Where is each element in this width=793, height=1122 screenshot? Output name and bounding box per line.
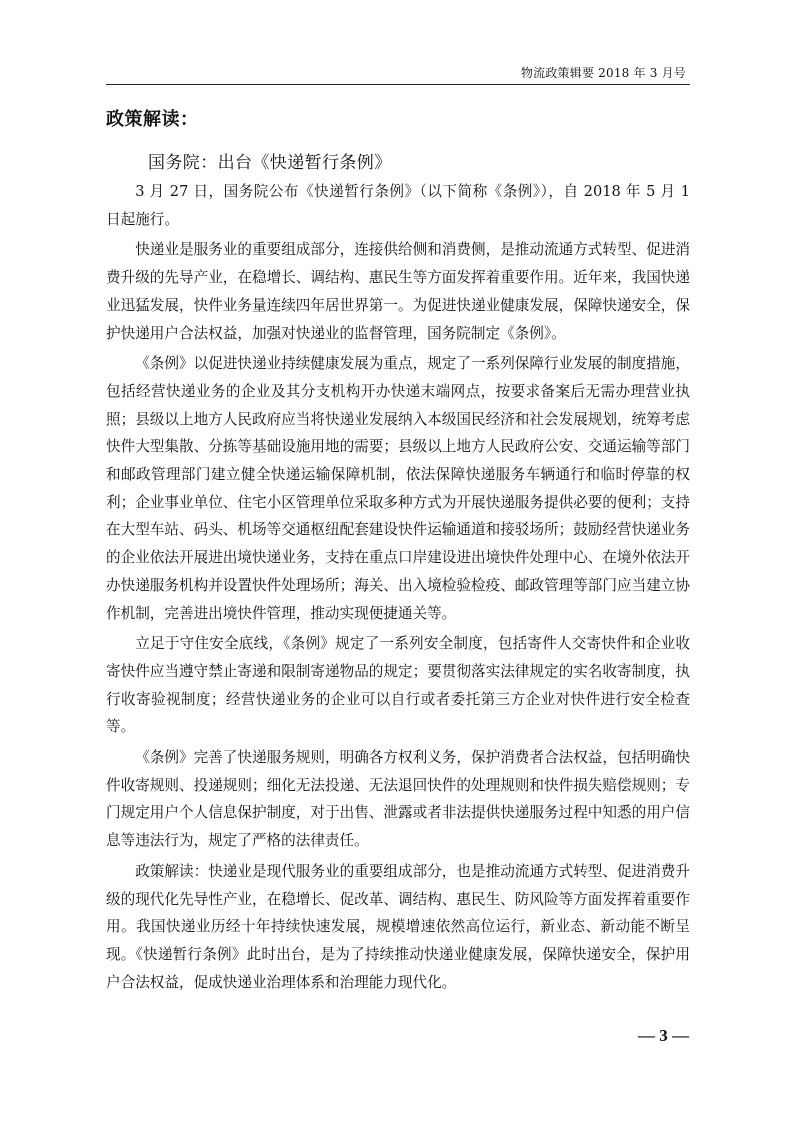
section-title: 政策解读：	[106, 109, 199, 130]
paragraph-5: 《条例》完善了快递服务规则，明确各方权利义务，保护消费者合法权益，包括明确快件收寄规则、投递规则；细化无法投递、无法退回快件的处理规则和快件损失赔偿规则；专门规定用户个人信息保护制度，对于出售、泄露或者非法提供快递服务过程中知悉的用户信息等违法行为，规定了严格的法律责任。	[106, 749, 690, 850]
paragraph-3: 《条例》以促进快递业持续健康发展为重点，规定了一系列保障行业发展的制度措施，包括经营快递业务的企业及其分支机构开办快递末端网点，按要求备案后无需办理营业执照；县级以上地方人民政府应当将快递业发展纳入本级国民经济和社会发展规划，统筹考虑快件大型集散、分拣等基础设施用地的需要；县级以上地方人民政府公安、交通运输等部门和邮政管理部门建立健全快递运输保障机制，依法保障快递服务车辆通行和临时停靠的权利；企业事业单位、住宅小区管理单位采取多种方式为开展快递服务提供必要的便利；支持在大型车站、码头、机场等交通枢纽配套建设快件运输通道和接驳场所；鼓励经营快递业务的企业依法开展进出境快递业务，支持在重点口岸建设进出境快件处理中心、在境外依法开办快递服务机构并设置快件处理场所；海关、出入境检验检疫、邮政管理等部门应当建立协作机制，完善进出境快件管理，推动实现便捷通关等。	[106, 355, 690, 622]
article-body	[106, 178, 690, 999]
publication-header: 物流政策辑要 2018 年 3 月号	[520, 66, 686, 80]
paragraph-6: 政策解读：快递业是现代服务业的重要组成部分，也是推动流通方式转型、促进消费升级的现代化先导性产业，在稳增长、促改革、调结构、惠民生、防风险等方面发挥着重要作用。我国快递业历经十年持续快速发展，规模增速依然高位运行，新业态、新动能不断呈现。《快递暂行条例》此时出台，是为了持续推动快递业健康发展，保障快递安全，保护用户合法权益，促成快递业治理体系和治理能力现代化。	[106, 862, 690, 991]
paragraph-2: 快递业是服务业的重要组成部分，连接供给侧和消费侧，是推动流通方式转型、促进消费升级的先导产业，在稳增长、调结构、惠民生等方面发挥着重要作用。近年来，我国快递业迅猛发展，快件业务量连续四年居世界第一。为促进快递业健康发展，保障快递安全，保护快递用户合法权益，加强对快递业的监督管理，国务院制定《条例》。	[106, 241, 690, 342]
paragraph-1: 3 月 27 日，国务院公布《快递暂行条例》（以下简称《条例》），自 2018 年 5 月 1 日起施行。	[106, 183, 690, 228]
page-number: — 3 —	[638, 1026, 689, 1045]
header-divider	[106, 84, 690, 85]
paragraph-4: 立足于守住安全底线，《条例》规定了一系列安全制度，包括寄件人交寄快件和企业收寄快件应当遵守禁止寄递和限制寄递物品的规定；要贯彻落实法律规定的实名收寄制度，执行收寄验视制度；经营快递业务的企业可以自行或者委托第三方企业对快件进行安全检查等。	[106, 635, 690, 736]
article-title: 国务院：出台《快递暂行条例》	[148, 153, 392, 173]
